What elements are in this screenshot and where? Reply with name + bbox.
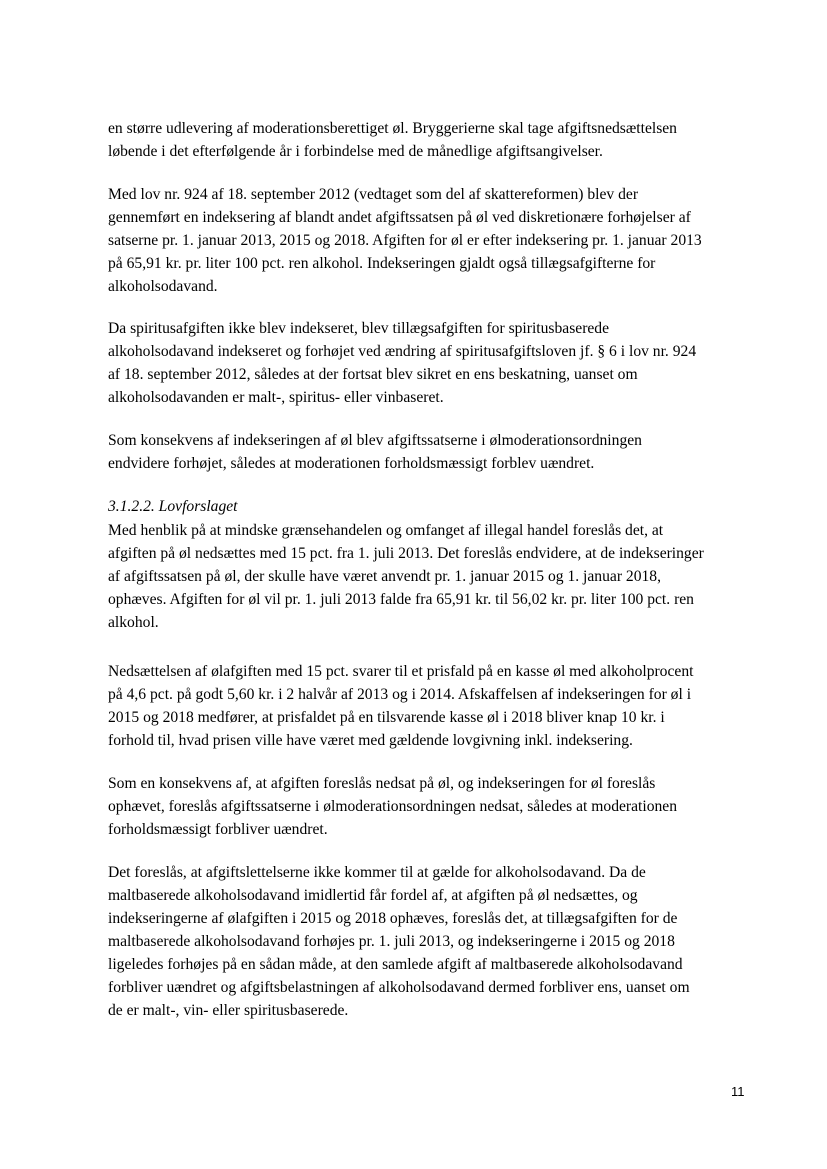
section-paragraph-3-line-2: ophævet, foreslås afgiftssatserne i ølmoderationsordningen nedsat, således at moderationen (108, 798, 678, 815)
paragraph-2-line-1: Med lov nr. 924 af 18. september 2012 (vedtaget som del af skattereformen) blev der (108, 186, 639, 203)
paragraph-3-line-1: Da spiritusafgiften ikke blev indekseret, blev tillægsafgiften for spiritusbaserede (108, 320, 610, 337)
section-paragraph-4-line-2: maltbaserede alkoholsodavand imidlertid får fordel af, at afgiften på øl nedsættes, og (108, 887, 638, 904)
paragraph-4-line-2: endvidere forhøjet, således at moderationen forholdsmæssigt forblev uændret. (108, 455, 595, 472)
paragraph-4-line-1: Som konsekvens af indekseringen af øl blev afgiftssatserne i ølmoderationsordningen (108, 432, 642, 449)
section-paragraph-1-line-3: af afgiftssatsen på øl, der skulle have været anvendt pr. 1. januar 2015 og 1. januar 2018, (108, 568, 661, 585)
section-paragraph-2-line-2: på 4,6 pct. på godt 5,60 kr. i 2 halvår af 2013 og i 2014. Afskaffelsen af indekseringen for øl i (108, 686, 692, 703)
section-paragraph-1-line-1: Med henblik på at mindske grænsehandelen og omfanget af illegal handel foreslås det, at (108, 522, 664, 539)
section-paragraph-4-line-6: forbliver uændret og afgiftsbelastningen af alkoholsodavand dermed forbliver ens, uanset om (108, 979, 690, 996)
section-paragraph-3-line-3: forholdsmæssigt forbliver uændret. (108, 821, 328, 838)
section-paragraph-4-line-7: de er malt-, vin- eller spiritusbaserede. (108, 1002, 349, 1019)
paragraph-2-line-5: alkoholsodavand. (108, 278, 218, 295)
paragraph-1-line-1: en større udlevering af moderationsberettiget øl. Bryggerierne skal tage afgiftsnedsættelsen (108, 120, 677, 137)
section-paragraph-3-line-1: Som en konsekvens af, at afgiften foreslås nedsat på øl, og indekseringen for øl foreslås (108, 775, 656, 792)
paragraph-3-line-2: alkoholsodavand indekseret og forhøjet ved ændring af spiritusafgiftsloven jf. § 6 i lov nr. 924 (108, 343, 697, 360)
section-paragraph-4-line-5: ligeledes forhøjes på en sådan måde, at den samlede afgift af maltbaserede alkoholsodavand (108, 956, 683, 973)
paragraph-3-line-3: af 18. september 2012, således at der fortsat blev sikret en ens beskatning, uanset om (108, 366, 638, 383)
section-paragraph-1-line-4: ophæves. Afgiften for øl vil pr. 1. juli 2013 falde fra 65,91 kr. til 56,02 kr. pr. liter 100 pct. ren (108, 591, 694, 608)
paragraph-2-line-3: satserne pr. 1. januar 2013, 2015 og 2018. Afgiften for øl er efter indeksering pr. 1. januar 2013 (108, 232, 702, 249)
section-heading: 3.1.2.2. Lovforslaget (108, 498, 238, 515)
section-paragraph-2-line-4: forhold til, hvad prisen ville have været med gældende lovgivning inkl. indeksering. (108, 732, 633, 749)
paragraph-1-line-2: løbende i det efterfølgende år i forbindelse med de månedlige afgiftsangivelser. (108, 143, 603, 160)
section-paragraph-2-line-3: 2015 og 2018 medfører, at prisfaldet på en tilsvarende kasse øl i 2018 bliver knap 10 kr. i (108, 709, 665, 726)
paragraph-2-line-2: gennemført en indeksering af blandt andet afgiftssatsen på øl ved diskretionære forhøjelser af (108, 209, 691, 226)
section-paragraph-4-line-3: indekseringerne af ølafgiften i 2015 og 2018 ophæves, foreslås det, at tillægsafgiften for de (108, 910, 678, 927)
page-number: 11 (731, 1084, 745, 1099)
section-paragraph-2-line-1: Nedsættelsen af ølafgiften med 15 pct. svarer til et prisfald på en kasse øl med alkoholprocent (108, 663, 694, 680)
paragraph-3-line-4: alkoholsodavanden er malt-, spiritus- eller vinbaseret. (108, 389, 444, 406)
section-paragraph-4-line-1: Det foreslås, at afgiftslettelserne ikke kommer til at gælde for alkoholsodavand. Da de (108, 864, 646, 881)
section-paragraph-4-line-4: maltbaserede alkoholsodavand forhøjes pr. 1. juli 2013, og indekseringerne i 2015 og 2018 (108, 933, 675, 950)
section-paragraph-1-line-5: alkohol. (108, 614, 159, 631)
paragraph-2-line-4: på 65,91 kr. pr. liter 100 pct. ren alkohol. Indekseringen gjaldt også tillægsafgifterne for (108, 255, 656, 272)
section-paragraph-1-line-2: afgiften på øl nedsættes med 15 pct. fra 1. juli 2013. Det foreslås endvidere, at de indekseringer (108, 545, 704, 562)
